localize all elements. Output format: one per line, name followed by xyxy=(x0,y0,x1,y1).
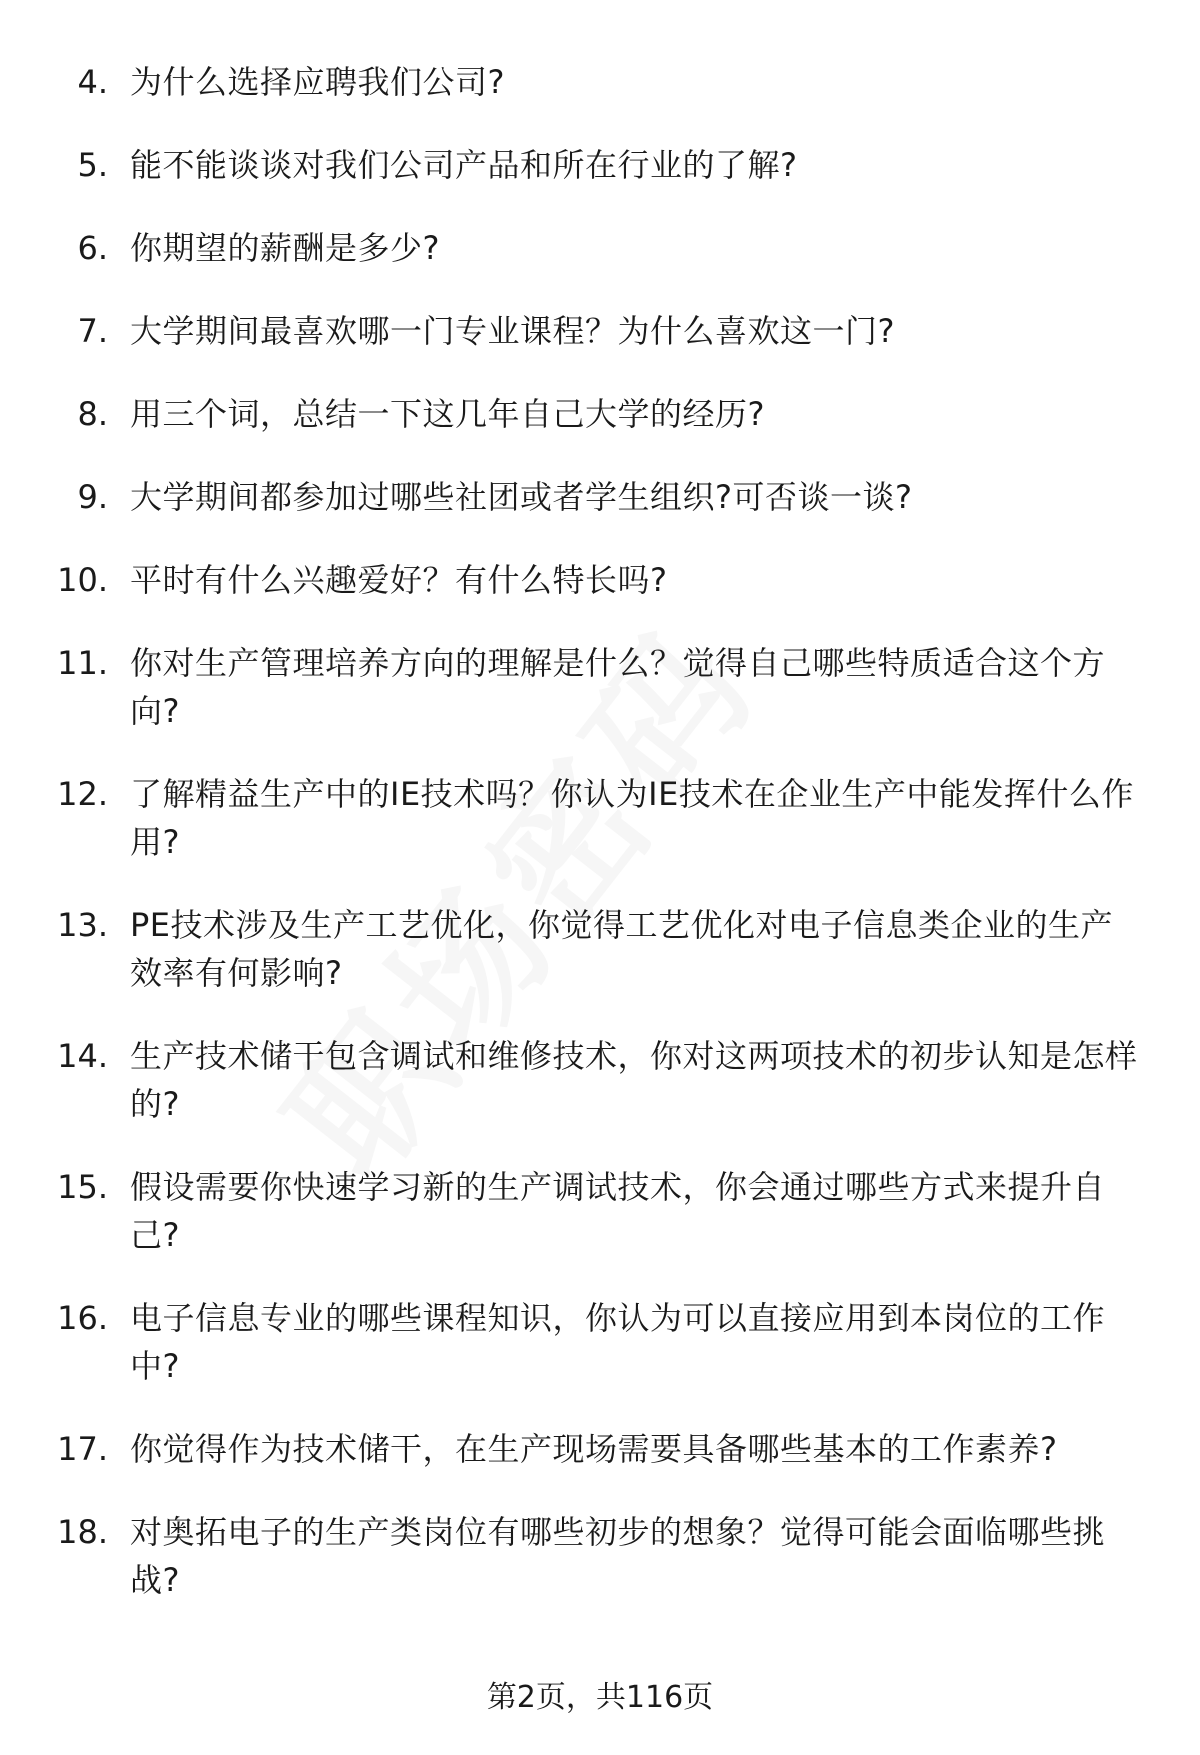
question-number: 7. xyxy=(77,312,108,350)
question-number: 8. xyxy=(77,395,108,433)
list-item xyxy=(0,390,1200,438)
question-number: 14. xyxy=(57,1037,108,1075)
question-text: 为什么选择应聘我们公司? xyxy=(130,63,505,101)
question-number: 17. xyxy=(57,1430,108,1468)
list-item xyxy=(0,901,1200,997)
list-item xyxy=(0,473,1200,521)
list-item xyxy=(0,58,1200,106)
question-text: 对奥拓电子的生产类岗位有哪些初步的想象？觉得可能会面临哪些挑战? xyxy=(130,1513,1106,1599)
question-text: 平时有什么兴趣爱好？有什么特长吗? xyxy=(130,561,668,599)
list-item xyxy=(0,556,1200,604)
list-item xyxy=(0,1032,1200,1128)
question-number: 6. xyxy=(77,229,108,267)
question-number: 5. xyxy=(77,146,108,184)
question-text: 大学期间最喜欢哪一门专业课程？为什么喜欢这一门? xyxy=(130,312,895,350)
list-item xyxy=(0,1425,1200,1473)
question-number: 11. xyxy=(57,644,108,682)
question-text: 用三个词，总结一下这几年自己大学的经历? xyxy=(130,395,765,433)
list-item xyxy=(0,1508,1200,1604)
question-text: 大学期间都参加过哪些社团或者学生组织?可否谈一谈? xyxy=(130,478,913,516)
question-text: 假设需要你快速学习新的生产调试技术，你会通过哪些方式来提升自己? xyxy=(130,1168,1106,1254)
question-text: 电子信息专业的哪些课程知识，你认为可以直接应用到本岗位的工作中? xyxy=(130,1299,1106,1385)
question-text: 生产技术储干包含调试和维修技术，你对这两项技术的初步认知是怎样的? xyxy=(130,1037,1138,1123)
question-text: 能不能谈谈对我们公司产品和所在行业的了解? xyxy=(130,146,798,184)
list-item xyxy=(0,141,1200,189)
list-item xyxy=(0,639,1200,735)
question-number: 10. xyxy=(57,561,108,599)
list-item xyxy=(0,224,1200,272)
page-number-footer: 第2页，共116页 xyxy=(486,1680,714,1715)
question-number: 4. xyxy=(77,63,108,101)
question-list xyxy=(0,58,1200,1639)
question-text: PE技术涉及生产工艺优化，你觉得工艺优化对电子信息类企业的生产效率有何影响? xyxy=(130,906,1114,992)
list-item xyxy=(0,1163,1200,1259)
question-number: 18. xyxy=(57,1513,108,1551)
question-number: 15. xyxy=(57,1168,108,1206)
list-item xyxy=(0,770,1200,866)
list-item xyxy=(0,307,1200,355)
question-text: 你觉得作为技术储干，在生产现场需要具备哪些基本的工作素养? xyxy=(130,1430,1058,1468)
question-text: 你期望的薪酬是多少? xyxy=(130,229,440,267)
question-number: 16. xyxy=(57,1299,108,1337)
question-text: 了解精益生产中的IE技术吗？你认为IE技术在企业生产中能发挥什么作用? xyxy=(130,775,1134,861)
question-number: 13. xyxy=(57,906,108,944)
list-item xyxy=(0,1294,1200,1390)
question-text: 你对生产管理培养方向的理解是什么？觉得自己哪些特质适合这个方向? xyxy=(130,644,1106,730)
question-number: 12. xyxy=(57,775,108,813)
question-number: 9. xyxy=(77,478,108,516)
